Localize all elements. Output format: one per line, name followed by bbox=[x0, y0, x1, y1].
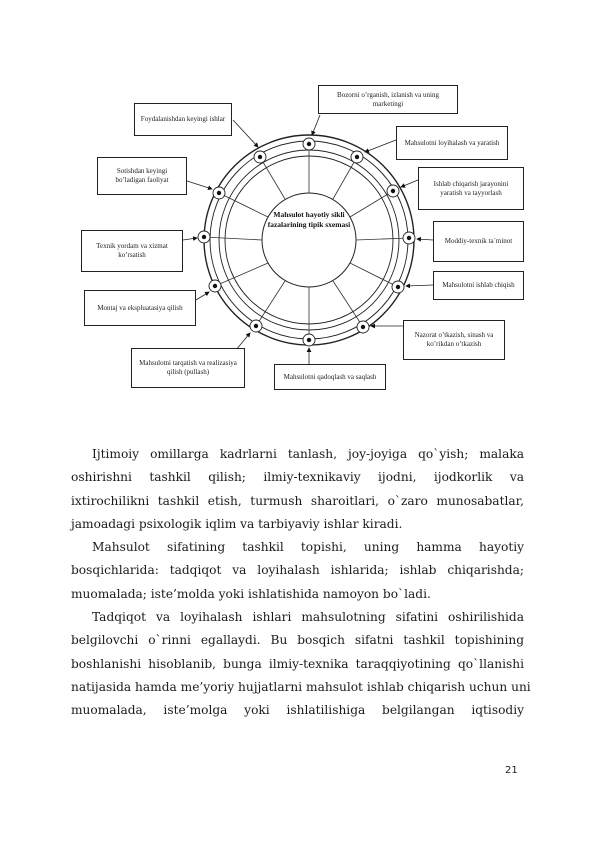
diagram-center-label: Mahsulot hayotiy sikli fazalarining tipik sxemasi bbox=[267, 210, 351, 229]
box-manufacturing: Mahsulotni ishlab chiqish bbox=[433, 271, 524, 300]
paragraph-line: boshlanishi hisoblanib, bunga ilmiy-texnika taraqqiyotining qo`llanishi bbox=[71, 656, 524, 671]
paragraph-line: Tadqiqot va loyihalash ishlari mahsulotning sifatini oshirilishida bbox=[92, 610, 524, 624]
paragraph-line: bosqichlarida: tadqiqot va loyihalash ishlarida; ishlab chiqarishda; bbox=[71, 563, 524, 578]
box-distribution-sales: Mahsulotni tarqatish va realizasiya qilish (pullash) bbox=[131, 348, 245, 388]
paragraph-line: natijasida hamda me’yoriy hujjatlarni mahsulot ishlab chiqarish uchun uni bbox=[71, 679, 531, 694]
box-technical-support: Texnik yordam va xizmat ko’rsatish bbox=[81, 230, 183, 272]
paragraph-line: ixtirochilikni tashkil etish, turmush sharoitlari, o`zaro munosabatlar, bbox=[71, 493, 524, 508]
box-packaging-storage: Mahsulotni qadoqlash va saqlash bbox=[274, 364, 386, 390]
paragraph-line: Ijtimoiy omillarga kadrlarni tanlash, joy-joyiga qo`yish; malaka bbox=[92, 447, 524, 461]
paragraph-line: belgilovchi o`rinni egallaydi. Bu bosqich sifatni tashkil topishining bbox=[71, 633, 524, 648]
paragraph-line: muomalada; iste’molda yoki ishlatishida namoyon bo`ladi. bbox=[71, 586, 431, 601]
box-inspection-testing: Nazorat o’tkazish, sinash va ko’rikdan o’tkazish bbox=[403, 320, 505, 360]
box-product-design: Mahsulotni loyihalash va yaratish bbox=[396, 126, 508, 160]
life-cycle-diagram bbox=[0, 0, 595, 400]
box-after-sale-activity: Sotishdan keyingi bo’ladigan faoliyat bbox=[97, 157, 187, 195]
paragraph-1 bbox=[71, 443, 524, 536]
page-number: 21 bbox=[505, 765, 518, 776]
paragraph-2 bbox=[71, 536, 524, 606]
paragraph-line: jamoadagi psixologik iqlim va tarbiyaviy ishlar kiradi. bbox=[71, 516, 403, 531]
paragraph-line: muomalada, iste’molga yoki ishlatilishiga belgilangan iqtisodiy bbox=[71, 703, 524, 718]
box-post-use-work: Foydalanishdan keyingi ishlar bbox=[134, 103, 232, 136]
box-market-research: Bozorni o’rganish, izlanish va uning marketingi bbox=[318, 85, 458, 114]
paragraph-line: oshirishni tashkil qilish; ilmiy-texnikaviy ijodni, ijodkorlik va bbox=[71, 470, 524, 485]
hub-circle bbox=[262, 193, 356, 287]
box-installation-operation: Montaj va ekspluatasiya qilish bbox=[84, 290, 196, 326]
box-material-supply: Moddiy-texnik ta`minot bbox=[433, 221, 524, 262]
paragraph-3 bbox=[71, 606, 531, 722]
paragraph-line: Mahsulot sifatining tashkil topishi, uning hamma hayotiy bbox=[92, 540, 524, 554]
box-production-preparation: Ishlab chiqarish jarayonini yaratish va tayyorlash bbox=[418, 167, 524, 210]
